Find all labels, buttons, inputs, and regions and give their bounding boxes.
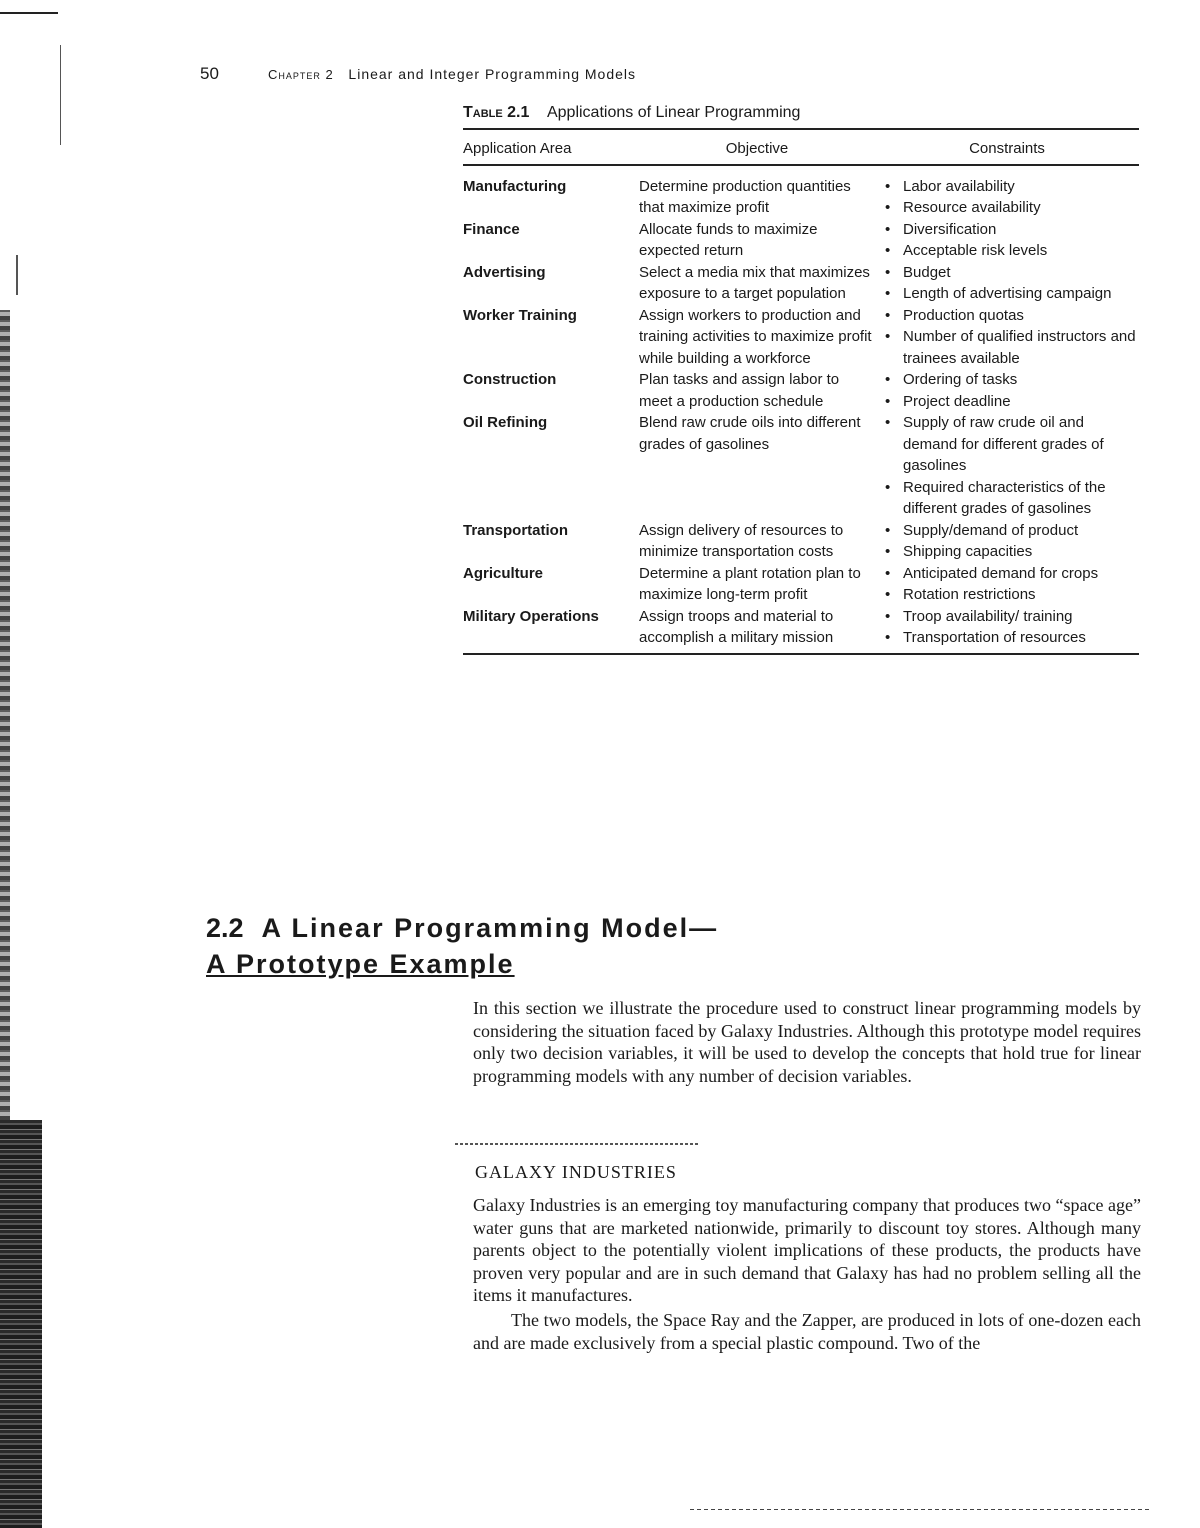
section-heading-line1 [206,910,906,946]
objective-cell: Assign troops and material to accomplish a military mission [639,606,875,654]
constraints-cell [875,305,1139,370]
constraints-cell [875,606,1139,654]
constraint-item: • Length of advertising campaign [903,283,1139,305]
objective-cell: Allocate funds to maximize expected return [639,220,818,259]
application-area-cell: Military Operations [463,606,639,654]
objective-cell: Assign delivery of resources to minimize transportation costs [639,521,844,560]
application-area-cell: Construction [463,371,557,388]
section-heading [206,910,906,982]
running-head-title: Linear and Integer Programming Models [348,66,636,82]
constraints-list [875,305,1139,370]
constraint-item: • Resource availability [903,197,1139,219]
application-area-cell: Finance [463,220,520,238]
constraint-item: • Number of qualified instructors and trainees available [903,326,1139,369]
constraint-item: • Labor availability [903,176,1139,198]
constraints-cell [875,520,1139,563]
constraint-item: • Rotation restrictions [903,584,1139,606]
constraint-item: • Anticipated demand for crops [903,563,1139,585]
case-heading: GALAXY INDUSTRIES [475,1162,677,1182]
objective-cell: Select a media mix that maximizes exposure to a target population [639,263,870,302]
table-row [463,563,1139,606]
section-intro-paragraph: In this section we illustrate the procedure used to construct linear programming models by considering the situation faced by Galaxy Industries. Although this prototype model requires only two decision variables, it will be used to develop the concepts that hold true for linear programming models with any number of decision variables. [473,998,1141,1086]
margin-mark [16,255,18,295]
table-row [463,305,1139,370]
objective-cell: Plan tasks and assign labor to meet a production schedule [639,371,840,410]
constraints-cell [875,165,1139,219]
table-row [463,262,1139,305]
application-area-cell: Oil Refining [463,414,548,431]
case-paragraph: Galaxy Industries is an emerging toy manufacturing company that produces two “space age” water guns that are marketed nationwide, primarily to discount toy stores. Although many parents object to the potentially violent implications of these products, the products have proven very popular and are in such demand that Galaxy has had no problem selling all the items it manufactures. [473,1195,1141,1306]
table-body [463,165,1139,654]
table-row [463,412,1139,520]
constraint-item: • Supply of raw crude oil and demand for different grades of gasolines [903,412,1139,477]
application-area-cell: Advertising [463,263,546,281]
constraints-cell [875,262,1139,305]
table-caption [463,104,1139,128]
constraint-item: • Acceptable risk levels [903,240,1139,262]
column-header: Constraints [875,129,1139,165]
constraint-item: • Budget [903,262,1139,284]
page-number: 50 [200,64,219,83]
table-row [463,606,1139,654]
scan-top-rule [0,12,58,14]
constraints-list [875,369,1139,412]
objective-cell: Determine a plant rotation plan to maximize long-term profit [639,564,861,603]
application-area-cell: Manufacturing [463,177,567,195]
section-title-line2: A Prototype Example [206,949,515,979]
section-number: 2.2 [206,913,244,943]
objective-cell: Blend raw crude oils into different grades of gasolines [639,414,861,453]
column-header: Objective [639,129,875,165]
table-title: Applications of Linear Programming [546,104,801,121]
objective-cell: Assign workers to production and training activities to maximize profit while building a workforce [639,306,872,367]
constraint-item: • Ordering of tasks [903,369,1139,391]
constraints-list [875,176,1139,219]
constraints-list [875,219,1139,262]
constraints-cell [875,219,1139,262]
constraints-list [875,262,1139,305]
case-separator [455,1143,700,1145]
constraint-item: • Diversification [903,219,1139,241]
section-title-line1: A Linear Programming Model— [261,913,719,943]
footer-rule [690,1509,1150,1510]
table-row [463,165,1139,219]
constraints-cell [875,563,1139,606]
table-row [463,219,1139,262]
constraints-cell [875,369,1139,412]
constraints-list [875,412,1139,520]
constraints-list [875,606,1139,649]
application-area-cell: Agriculture [463,564,544,582]
constraint-item: • Transportation of resources [903,627,1139,649]
table-header-row [463,129,1139,165]
constraints-cell [875,412,1139,520]
constraint-item: • Supply/demand of product [903,520,1139,542]
column-header: Application Area [463,129,639,165]
scan-binding-edge [0,1120,42,1528]
constraints-list [875,520,1139,563]
constraint-item: • Troop availability/ training [903,606,1139,628]
constraint-item: • Required characteristics of the different grades of gasolines [903,477,1139,520]
objective-cell: Determine production quantities that maximize profit [639,177,851,216]
constraint-item: • Project deadline [903,391,1139,413]
case-paragraph: The two models, the Space Ray and the Zapper, are produced in lots of one-dozen each and are made exclusively from a special plastic compound. Two of the [473,1310,1141,1353]
constraint-item: • Production quotas [903,305,1139,327]
margin-mark [60,45,61,145]
table-label: Table 2.1 [463,104,530,121]
applications-table [463,104,1139,655]
table [463,128,1139,655]
running-head [268,66,636,82]
running-head-chapter: Chapter 2 [268,67,334,82]
table-row [463,520,1139,563]
table-row [463,369,1139,412]
application-area-cell: Worker Training [463,306,577,324]
constraints-list [875,563,1139,606]
constraint-item: • Shipping capacities [903,541,1139,563]
application-area-cell: Transportation [463,521,569,539]
scan-left-edge-shadow [0,310,10,1130]
